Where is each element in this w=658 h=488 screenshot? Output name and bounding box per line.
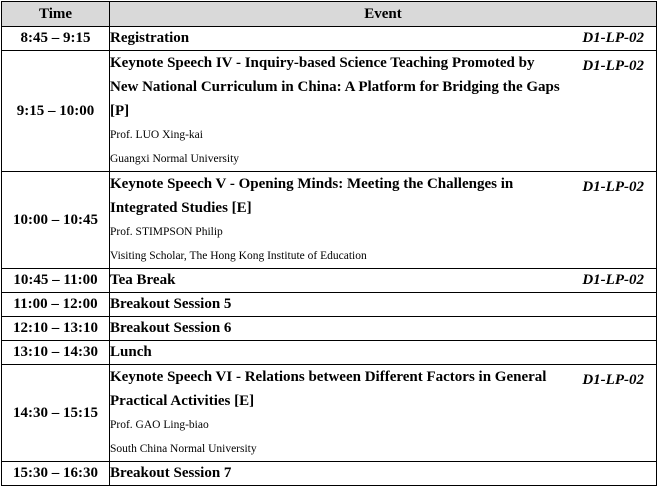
speaker-name: Prof. LUO Xing-kai [110,129,203,141]
event-title: Keynote Speech V - Opening Minds: Meeting the Challenges in Integrated Studies [E] [110,176,514,216]
table-row [2,317,657,341]
event-title: Keynote Speech VI - Relations between Different Factors in General Practical Activities [E] [110,369,547,409]
event-cell [110,462,657,486]
time-cell: 15:30 – 16:30 [2,462,110,486]
event-title: Lunch [110,344,152,360]
event-title: Keynote Speech IV - Inquiry-based Science Teaching Promoted by New National Curriculum in China: A Platform for Bridging the Gaps [P] [110,55,560,119]
table-row [2,365,657,462]
time-cell: 12:10 – 13:10 [2,317,110,341]
event-cell [110,27,657,51]
header-row [2,2,657,27]
time-cell: 14:30 – 15:15 [2,365,110,462]
time-cell: 11:00 – 12:00 [2,293,110,317]
speaker-affiliation: Guangxi Normal University [110,153,240,165]
venue-code: D1-LP-02 [582,179,644,195]
event-title: Breakout Session 7 [110,465,232,481]
event-cell [110,269,657,293]
time-cell: 10:45 – 11:00 [2,269,110,293]
event-cell [110,51,657,172]
table-row [2,269,657,293]
table-row [2,27,657,51]
venue-code: D1-LP-02 [582,372,644,388]
speaker-name: Prof. STIMPSON Philip [110,226,223,238]
venue-code: D1-LP-02 [582,30,644,46]
table-row [2,172,657,269]
event-title: Registration [110,30,190,46]
speaker-name: Prof. GAO Ling-biao [110,419,209,431]
event-title: Breakout Session 6 [110,320,232,336]
time-cell: 10:00 – 10:45 [2,172,110,269]
venue-code: D1-LP-02 [582,272,644,288]
event-cell [110,317,657,341]
event-title: Breakout Session 5 [110,296,232,312]
speaker-affiliation: Visiting Scholar, The Hong Kong Institute of Education [110,250,367,262]
event-cell [110,172,657,269]
table-row [2,51,657,172]
event-cell [110,293,657,317]
table-row [2,462,657,486]
table-row [2,341,657,365]
table-row [2,293,657,317]
header-event: Event [110,2,657,27]
schedule-table [1,1,657,486]
speaker-affiliation: South China Normal University [110,443,257,455]
time-cell: 13:10 – 14:30 [2,341,110,365]
event-title: Tea Break [110,272,176,288]
event-cell [110,341,657,365]
time-cell: 9:15 – 10:00 [2,51,110,172]
event-cell [110,365,657,462]
header-time: Time [2,2,110,27]
time-cell: 8:45 – 9:15 [2,27,110,51]
venue-code: D1-LP-02 [582,58,644,74]
